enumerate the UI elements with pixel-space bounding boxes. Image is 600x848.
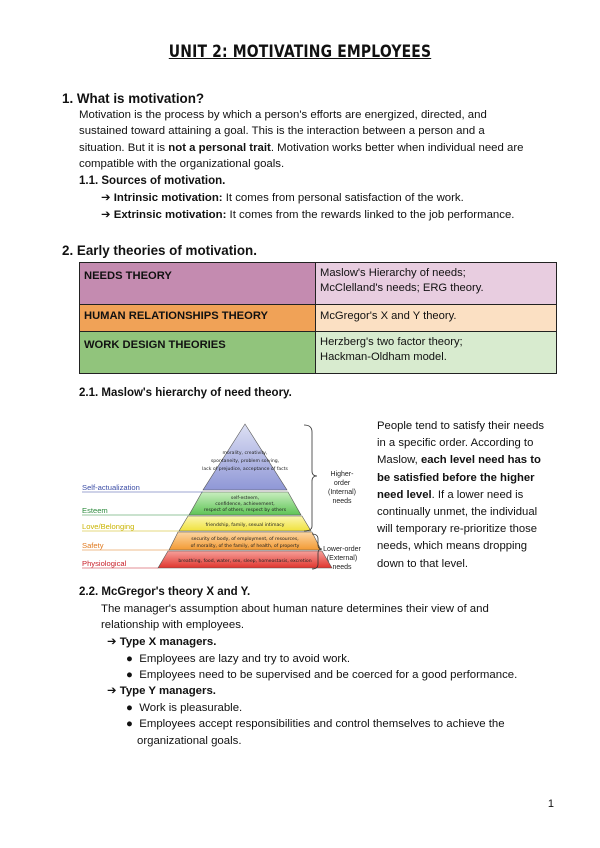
table-row [80,263,557,305]
higher-order-label: Higher- [330,471,354,478]
level-label-physiological: Physiological [82,559,127,568]
tier-text: respect of others, respect by others [203,508,287,513]
tier-text: friendship, family, sexual intimacy [205,523,285,528]
tier-text: breathing, food, water, sex, sleep, homeostasis, excretion [178,559,312,564]
tier-text: morality, creativity, [222,451,268,456]
svg-text:needs: needs [332,564,352,571]
tier-text: spontaneity, problem solving, [210,459,280,464]
arrow-icon: ➔ [107,685,117,697]
sources-heading: 1.1. Sources of motivation. [79,175,226,187]
table-row [80,305,557,332]
theory-detail: Maslow's Hierarchy of needs; McClelland's needs; ERG theory. [316,263,557,305]
level-label-love: Love/Belonging [82,522,135,531]
type-y-item: ➔ Type Y managers. [107,685,216,697]
arrow-icon: ➔ [101,209,111,221]
list-item: ● Employees are lazy and try to avoid work. [126,653,351,665]
arrow-icon: ➔ [101,192,111,204]
tier-text: confidence, achievement, [215,502,275,507]
intrinsic-item: ➔ Intrinsic motivation: It comes from personal satisfaction of the work. [101,192,464,204]
tier-text: of morality, of the family, of health, of property [190,544,300,549]
higher-order-brace [304,425,317,531]
mcgregor-heading: 2.2. McGregor's theory X and Y. [79,586,251,598]
lower-order-label: Lower-order [323,546,361,553]
motivation-paragraph: Motivation is the process by which a person's efforts are energized, directed, and sustained toward attaining a goal. This is the interaction between a person and a situation. But it is not a personal trait. Motivation works better when individual need are compatible with the organizational goals. [79,109,524,170]
theory-detail: Herzberg's two factor theory; Hackman-Oldham model. [316,332,557,374]
tier-text: security of body, of employment, of resources, [191,537,299,542]
level-label-esteem: Esteem [82,506,108,515]
list-item: ● Employees need to be supervised and be coerced for a good performance. [126,669,518,681]
level-label-safety: Safety [82,541,104,550]
section-1-heading: 1. What is motivation? [62,91,205,106]
svg-text:(Internal): (Internal) [327,489,357,496]
svg-text:(External): (External) [326,555,358,562]
table-row [80,332,557,374]
list-item: ● Employees accept responsibilities and control themselves to achieve the [126,718,505,730]
self-actualization-tier [203,424,287,490]
mcgregor-intro: The manager's assumption about human nature determines their view of and relationship with employees. [101,603,489,632]
bullet-icon: ● [126,718,133,730]
page-title: UNIT 2: MOTIVATING EMPLOYEES [168,42,432,62]
bullet-icon: ● [126,653,133,665]
maslow-pyramid [76,418,366,576]
tier-text: self-esteem, [230,496,260,501]
type-x-item: ➔ Type X managers. [107,636,217,648]
list-item-continuation: organizational goals. [137,735,242,747]
svg-text:needs: needs [332,498,352,505]
bullet-icon: ● [126,702,133,714]
section-2-heading: 2. Early theories of motivation. [62,243,257,258]
maslow-description: People tend to satisfy their needs in a specific order. According to Maslow, each level need has to be satisfied before the higher need level. If a lower need is continually unmet, the individual will temporary re-prioritize those needs, which means dropping down to that level. [377,420,545,570]
svg-text:order: order [333,480,351,487]
theory-name: NEEDS THEORY [80,263,316,305]
page-number: 1 [547,798,554,810]
extrinsic-item: ➔ Extrinsic motivation: It comes from the rewards linked to the job performance. [101,209,515,221]
level-label-self-actualization: Self-actualization [82,483,140,492]
theory-detail: McGregor's X and Y theory. [316,305,557,332]
tier-text: lack of prejudice, acceptance of facts [202,467,288,472]
theories-table [79,262,557,374]
bullet-icon: ● [126,669,133,681]
theory-name: HUMAN RELATIONSHIPS THEORY [80,305,316,332]
maslow-heading: 2.1. Maslow's hierarchy of need theory. [79,387,292,399]
list-item: ● Work is pleasurable. [126,702,243,714]
theory-name: WORK DESIGN THEORIES [80,332,316,374]
arrow-icon: ➔ [107,636,117,648]
